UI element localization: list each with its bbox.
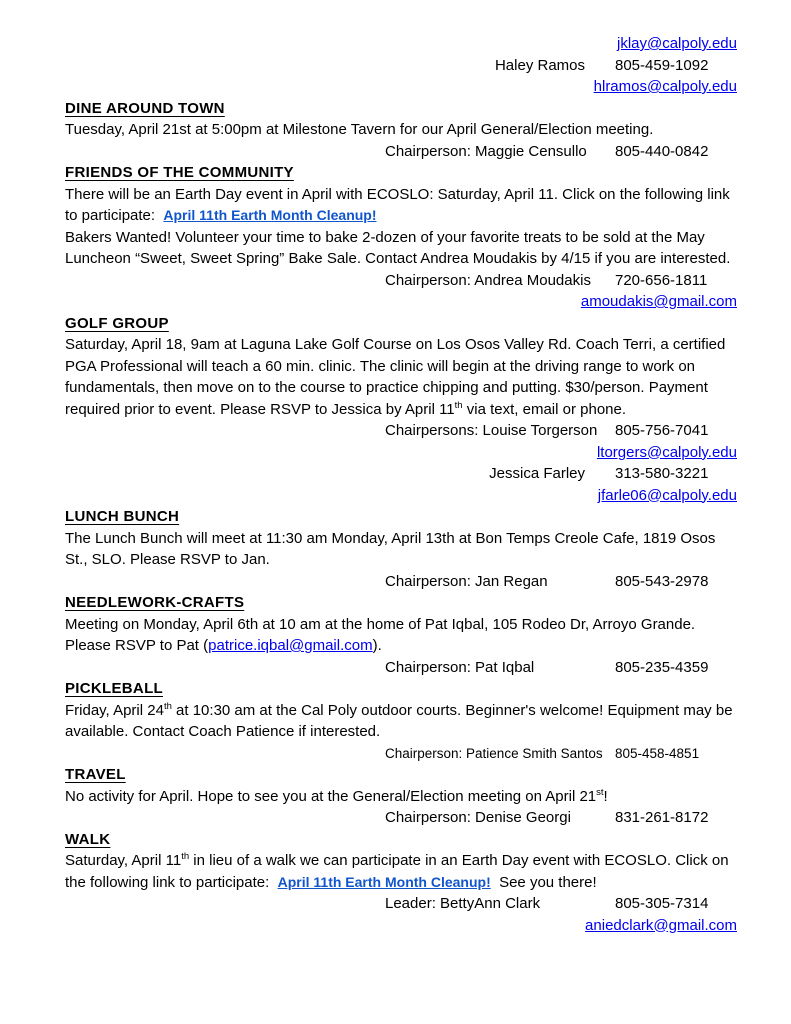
earth-month-cleanup-link[interactable]: April 11th Earth Month Cleanup! [277, 873, 491, 890]
section-paragraph [65, 184, 737, 227]
ordinal-superscript: th [454, 399, 463, 411]
contact-row [65, 55, 737, 77]
section-travel [65, 764, 737, 829]
text-run: Tuesday, April 21st at 5:00pm at Milestone Tavern for our April General/Election meeting. [65, 121, 654, 138]
contact-label: Leader: BettyAnn Clark [385, 895, 541, 912]
section-paragraph [65, 700, 737, 743]
contact-row [65, 743, 737, 765]
text-run: Bakers Wanted! Volunteer your time to bake 2-dozen of your favorite treats to be sold at the May Luncheon “Sweet, Sweet Spring” Bake Sale. Contact Andrea Moudakis by 4/15 if you are interested. [65, 228, 731, 267]
section-paragraph [65, 786, 737, 808]
text-run: The Lunch Bunch will meet at 11:30 am Monday, April 13th at Bon Temps Creole Cafe, 1819 Osos St., SLO. Please RSVP to Jan. [65, 529, 720, 568]
contact-row [65, 807, 737, 829]
section-title: TRAVEL [65, 766, 126, 783]
contact-email-row [65, 33, 737, 55]
section-title: FRIENDS OF THE COMMUNITY [65, 164, 294, 181]
section-paragraph [65, 850, 737, 893]
earth-month-cleanup-link[interactable]: April 11th Earth Month Cleanup! [163, 207, 377, 223]
header-contact-block [65, 33, 737, 98]
contact-email-row [65, 291, 737, 313]
section-title: WALK [65, 830, 111, 848]
contact-phone: 313-580-3221 [615, 465, 709, 482]
contact-row [65, 420, 737, 442]
section-dine-around-town [65, 98, 737, 163]
section-paragraph [65, 614, 737, 657]
section-paragraph [65, 227, 737, 270]
contact-row [65, 463, 737, 485]
contact-email-link[interactable]: amoudakis@gmail.com [580, 293, 737, 310]
text-run: Saturday, April 11 [65, 852, 182, 869]
text-run: Friday, April 24 [65, 701, 164, 719]
contact-phone: 805-756-7041 [615, 422, 709, 439]
contact-phone: 805-305-7314 [615, 895, 709, 912]
contact-phone: 831-261-8172 [615, 809, 709, 826]
contact-label: Chairperson: Andrea Moudakis [385, 271, 591, 289]
section-lunch-bunch [65, 506, 737, 592]
contact-phone: 805-235-4359 [615, 658, 709, 676]
text-run: ! [603, 787, 608, 805]
contact-email-row [65, 442, 737, 464]
section-paragraph [65, 334, 737, 420]
contact-email-link[interactable]: hlramos@calpoly.edu [593, 78, 737, 95]
text-run: in lieu of a walk we can participate in an Earth Day event with ECOSLO. Click on the following link to participate: [65, 852, 733, 891]
text-run: ). [372, 637, 382, 654]
section-paragraph [65, 528, 737, 571]
contact-email-link[interactable]: jklay@calpoly.edu [616, 35, 737, 52]
contact-label: Chairpersons: Louise Torgerson [385, 422, 598, 439]
contact-email-row [65, 76, 737, 98]
contact-label: Chairperson: Patience Smith Santos [385, 745, 603, 761]
contact-label: Chairperson: Jan Regan [385, 572, 548, 590]
section-title: NEEDLEWORK-CRAFTS [65, 594, 245, 611]
ordinal-superscript: th [163, 700, 172, 712]
text-run: See you there! [490, 873, 597, 891]
section-title: LUNCH BUNCH [65, 508, 180, 525]
section-title: DINE AROUND TOWN [65, 99, 225, 117]
sections [65, 98, 737, 937]
contact-label: Chairperson: Denise Georgi [385, 809, 571, 826]
contact-label: Haley Ramos [494, 56, 585, 74]
ordinal-superscript: th [181, 851, 190, 862]
section-needlework-crafts [65, 592, 737, 678]
section-pickleball [65, 678, 737, 764]
section-title: GOLF GROUP [65, 314, 169, 332]
text-run: Saturday, April 18, 9am at Laguna Lake Golf Course on Los Osos Valley Rd. Coach Terri, a certified PGA Professional will teach a 60 min. clinic. The clinic will begin at the driving range to work on fundamentals, then move on to the course to practice chipping and putting. $30/person. Payment required prior to event. Please RSVP to Jessica by April 11 [65, 336, 730, 418]
contact-row [65, 657, 737, 679]
contact-phone: 805-543-2978 [615, 572, 709, 590]
text-run: Meeting on Monday, April 6th at 10 am at the home of Pat Iqbal, 105 Rodeo Dr, Arroyo Grande. Please RSVP to Pat ( [65, 615, 700, 654]
ordinal-superscript: st [596, 786, 604, 798]
text-run: No activity for April. Hope to see you at the General/Election meeting on April 21 [65, 787, 597, 805]
contact-email-link[interactable]: ltorgers@calpoly.edu [596, 443, 737, 461]
contact-email-link[interactable]: jfarle06@calpoly.edu [597, 486, 737, 504]
section-walk [65, 829, 737, 937]
contact-row [65, 893, 737, 915]
contact-row [65, 571, 737, 593]
contact-row [65, 270, 737, 292]
inline-email-link[interactable]: patrice.iqbal@gmail.com [208, 637, 373, 654]
contact-phone: 805-458-4851 [615, 745, 700, 761]
contact-email-row [65, 915, 737, 937]
section-title: PICKLEBALL [65, 680, 163, 697]
text-run: via text, email or phone. [462, 400, 627, 418]
text-run: at 10:30 am at the Cal Poly outdoor courts. Beginner's welcome! Equipment may be available. Contact Coach Patience if interested. [65, 701, 737, 740]
contact-row [65, 141, 737, 163]
contact-label: Chairperson: Maggie Censullo [385, 142, 587, 160]
section-paragraph [65, 119, 737, 141]
contact-phone: 805-459-1092 [615, 56, 709, 74]
section-golf-group [65, 313, 737, 507]
text-run: There will be an Earth Day event in April with ECOSLO: Saturday, April 11. Click on the following link to participate: [65, 185, 734, 224]
contact-label: Jessica Farley [489, 465, 585, 482]
section-friends-of-the-community [65, 162, 737, 313]
contact-email-row [65, 485, 737, 507]
contact-label: Chairperson: Pat Iqbal [385, 658, 535, 676]
contact-phone: 720-656-1811 [615, 271, 708, 289]
contact-phone: 805-440-0842 [615, 142, 709, 160]
contact-email-link[interactable]: aniedclark@gmail.com [585, 916, 737, 934]
